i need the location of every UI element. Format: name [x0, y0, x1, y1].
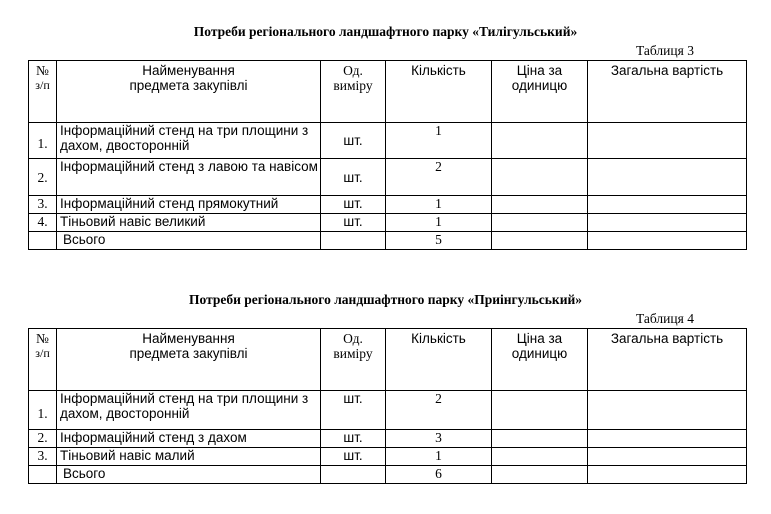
- row-total: [588, 159, 747, 196]
- row-unit: шт.: [321, 196, 386, 214]
- header-unit-sub: виміру: [333, 78, 373, 93]
- header-unit: Од.: [343, 331, 363, 346]
- row-qty: 1: [386, 214, 492, 232]
- row-price: [492, 430, 588, 448]
- header-name-sub: предмета закупівлі: [129, 78, 248, 93]
- row-num: 2.: [29, 430, 57, 448]
- row-name: Інформаційний стенд з дахом: [57, 430, 321, 448]
- row-qty: 1: [386, 123, 492, 159]
- header-unit: Од.: [343, 63, 363, 78]
- row-total: [588, 448, 747, 466]
- row-price: [492, 448, 588, 466]
- row-unit: шт.: [321, 430, 386, 448]
- header-price-sub: одиницю: [511, 346, 568, 361]
- header-name-sub: предмета закупівлі: [129, 346, 248, 361]
- row-qty: 1: [386, 448, 492, 466]
- row-price: [492, 159, 588, 196]
- header-price: Ціна за: [516, 331, 563, 346]
- total-qty: 6: [386, 466, 492, 484]
- table-header-row: [29, 329, 747, 391]
- header-num-sub: з/п: [35, 78, 50, 92]
- row-total: [588, 430, 747, 448]
- row-total: [588, 391, 747, 430]
- row-num: 2.: [29, 159, 57, 196]
- header-name: Найменування: [142, 63, 235, 78]
- row-total: [588, 214, 747, 232]
- header-num-sub: з/п: [35, 346, 50, 360]
- row-num: 4.: [29, 214, 57, 232]
- total-label: Всього: [57, 466, 321, 484]
- table4-number: Таблиця 4: [636, 311, 694, 326]
- total-label: Всього: [57, 232, 321, 250]
- row-price: [492, 391, 588, 430]
- row-unit: шт.: [321, 123, 386, 159]
- row-name: Тіньовий навіс великий: [57, 214, 321, 232]
- row-num: 3.: [29, 448, 57, 466]
- row-unit: шт.: [321, 391, 386, 430]
- table-total-row: [29, 232, 747, 250]
- header-price: Ціна за: [516, 63, 563, 78]
- row-price: [492, 214, 588, 232]
- row-qty: 1: [386, 196, 492, 214]
- table-row: [29, 214, 747, 232]
- header-unit-sub: виміру: [333, 346, 373, 361]
- row-qty: 2: [386, 391, 492, 430]
- row-total: [588, 196, 747, 214]
- table4-title: Потреби регіонального ландшафтного парку «Приінгульський»: [189, 292, 582, 307]
- header-price-sub: одиницю: [511, 78, 568, 93]
- procurement-table-2: [28, 328, 747, 484]
- row-unit: шт.: [321, 448, 386, 466]
- total-qty: 5: [386, 232, 492, 250]
- row-unit: шт.: [321, 214, 386, 232]
- table-total-row: [29, 466, 747, 484]
- table3-title: Потреби регіонального ландшафтного парку «Тилігульський»: [193, 24, 578, 39]
- header-qty: Кількість: [411, 63, 466, 78]
- procurement-table-1: [28, 60, 747, 250]
- header-total: Загальна вартість: [610, 63, 724, 78]
- row-name: Інформаційний стенд прямокутний: [57, 196, 321, 214]
- table-row: [29, 391, 747, 430]
- row-price: [492, 123, 588, 159]
- table-row: [29, 196, 747, 214]
- table-row: [29, 448, 747, 466]
- header-total: Загальна вартість: [610, 331, 724, 346]
- row-num: 1.: [29, 123, 57, 159]
- row-qty: 3: [386, 430, 492, 448]
- header-qty: Кількість: [411, 331, 466, 346]
- row-name: Тіньовий навіс малий: [57, 448, 321, 466]
- row-name: Інформаційний стенд з лавою та навісом: [57, 159, 321, 196]
- row-total: [588, 123, 747, 159]
- table-row: [29, 123, 747, 159]
- row-unit: шт.: [321, 159, 386, 196]
- header-num: №: [36, 331, 49, 346]
- table-row: [29, 159, 747, 196]
- row-num: 3.: [29, 196, 57, 214]
- row-num: 1.: [29, 391, 57, 430]
- row-name: Інформаційний стенд на три площини з дахом, двосторонній: [57, 123, 321, 159]
- table-row: [29, 430, 747, 448]
- row-price: [492, 196, 588, 214]
- row-qty: 2: [386, 159, 492, 196]
- header-num: №: [36, 63, 49, 78]
- row-name: Інформаційний стенд на три площини з дахом, двосторонній: [57, 391, 321, 430]
- header-name: Найменування: [142, 331, 235, 346]
- table3-number: Таблиця 3: [636, 43, 694, 58]
- table-header-row: [29, 61, 747, 123]
